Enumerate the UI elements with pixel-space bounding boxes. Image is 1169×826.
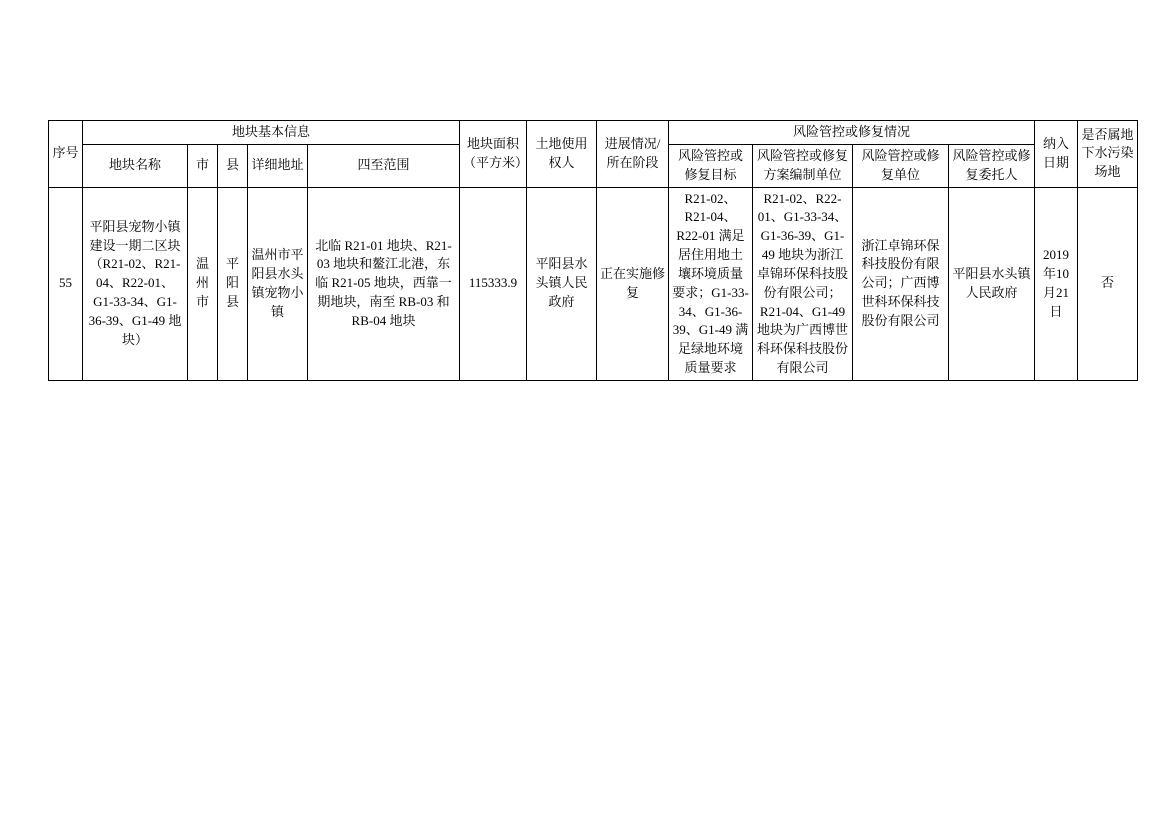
header-owner: 土地使用权人 <box>527 121 597 188</box>
header-city: 市 <box>188 144 218 187</box>
header-entrust: 风险管控或修复委托人 <box>949 144 1035 187</box>
header-range: 四至范围 <box>308 144 460 187</box>
header-group-basic: 地块基本信息 <box>83 121 460 145</box>
header-area: 地块面积（平方米） <box>460 121 527 188</box>
cell-name: 平阳县宠物小镇建设一期二区块（R21-02、R21-04、R22-01、G1-33-34、G1-36-39、G1-49 地块） <box>83 187 188 380</box>
cell-address: 温州市平阳县水头镇宠物小镇 <box>248 187 308 380</box>
table-header-row-1 <box>49 121 1138 145</box>
header-name: 地块名称 <box>83 144 188 187</box>
cell-range: 北临 R21-01 地块、R21-03 地块和鳌江北港，东临 R21-05 地块，西靠一期地块，南至 RB-03 和 RB-04 地块 <box>308 187 460 380</box>
cell-repair-unit: 浙江卓锦环保科技股份有限公司；广西博世科环保科技股份有限公司 <box>853 187 949 380</box>
cell-groundwater: 否 <box>1078 187 1138 380</box>
header-address: 详细地址 <box>248 144 308 187</box>
cell-city: 温州市 <box>188 187 218 380</box>
header-groundwater: 是否属地下水污染场地 <box>1078 121 1138 188</box>
header-county: 县 <box>218 144 248 187</box>
header-repair-unit: 风险管控或修复单位 <box>853 144 949 187</box>
cell-goal: R21-02、R21-04、R22-01 满足居住用地土壤环境质量要求；G1-33-34、G1-36-39、G1-49 满足绿地环境质量要求 <box>669 187 753 380</box>
header-plan-unit: 风险管控或修复方案编制单位 <box>753 144 853 187</box>
cell-area: 115333.9 <box>460 187 527 380</box>
header-goal: 风险管控或修复目标 <box>669 144 753 187</box>
cell-date: 2019年10月21日 <box>1035 187 1078 380</box>
cell-entrust: 平阳县水头镇人民政府 <box>949 187 1035 380</box>
header-date: 纳入日期 <box>1035 121 1078 188</box>
cell-plan-unit: R21-02、R22-01、G1-33-34、G1-36-39、G1-49 地块为浙江卓锦环保科技股份有限公司；R21-04、G1-49 地块为广西博世科环保科技股份有限公司 <box>753 187 853 380</box>
header-seq: 序号 <box>49 121 83 188</box>
header-group-risk: 风险管控或修复情况 <box>669 121 1035 145</box>
cell-seq: 55 <box>49 187 83 380</box>
contaminated-land-table <box>48 120 1138 381</box>
table-row <box>49 187 1138 380</box>
cell-county: 平阳县 <box>218 187 248 380</box>
cell-progress: 正在实施修复 <box>597 187 669 380</box>
cell-owner: 平阳县水头镇人民政府 <box>527 187 597 380</box>
header-progress: 进展情况/所在阶段 <box>597 121 669 188</box>
